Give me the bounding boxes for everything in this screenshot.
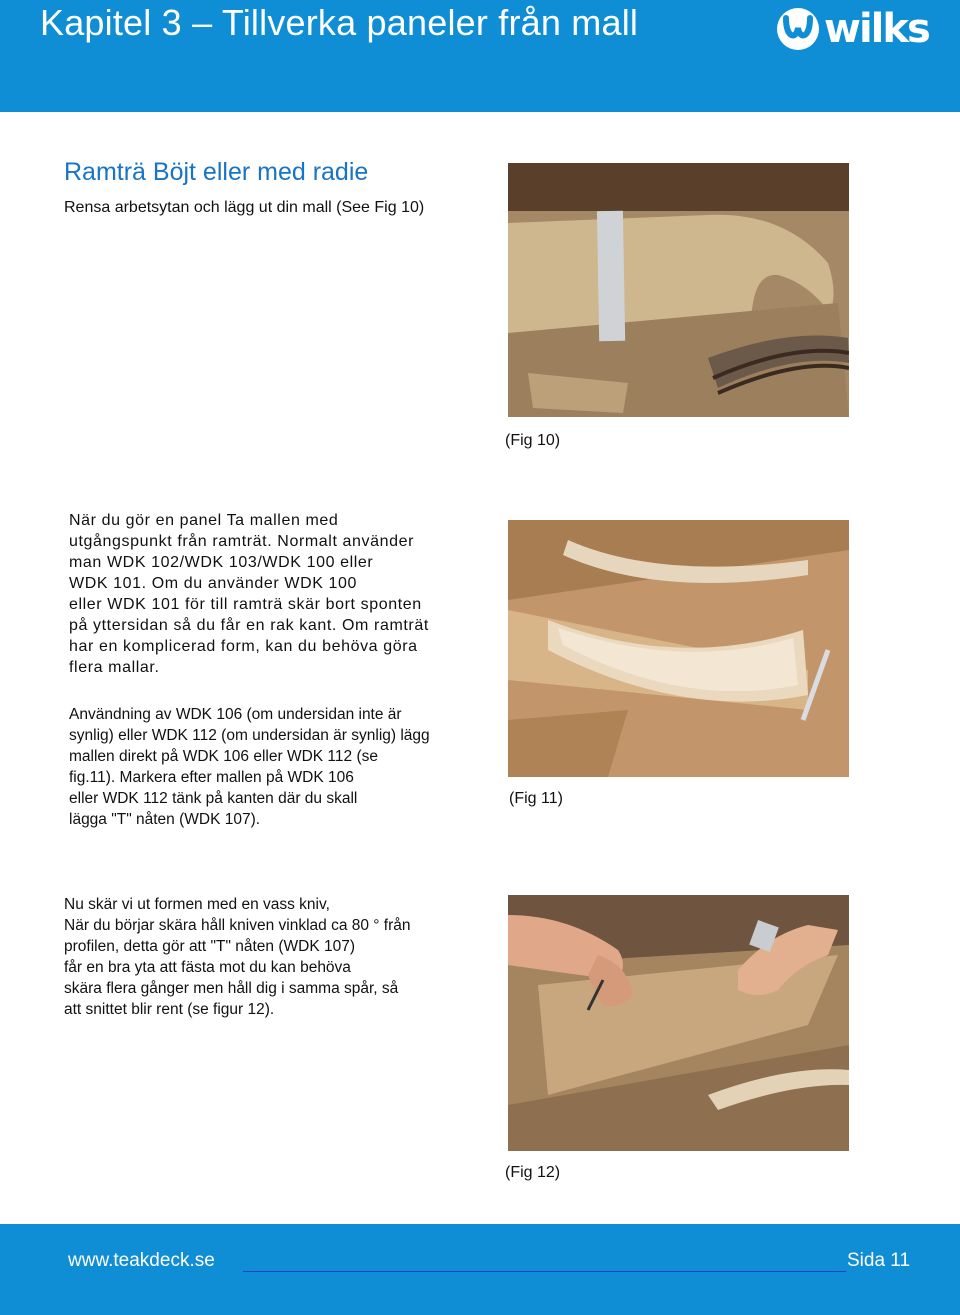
paragraph-line: man WDK 102/WDK 103/WDK 100 eller [69,554,374,571]
paragraph-line: När du börjar skära håll kniven vinklad ca 80 ° från [64,917,411,934]
page-title: Kapitel 3 – Tillverka paneler från mall [40,2,639,43]
footer-underline [243,1271,846,1272]
footer-website-link[interactable]: www.teakdeck.se [68,1250,215,1271]
hands-cutting-image [508,895,849,1151]
paragraph-line: får en bra yta att fästa mot du kan behöva [64,959,351,976]
paragraph-template-intro [69,510,429,678]
intro-text: Rensa arbetsytan och lägg ut din mall (See Fig 10) [64,199,425,216]
paragraph-line: eller WDK 112 tänk på kanten där du skall [69,790,358,807]
curved-templates-image [508,520,849,777]
fig10-photo [508,163,849,417]
paragraph-line: Nu skär vi ut formen med en vass kniv, [64,896,330,913]
fig10-caption: (Fig 10) [505,432,561,449]
paragraph-line: mallen direkt på WDK 106 eller WDK 112 (se [69,748,378,765]
paragraph-line: Användning av WDK 106 (om undersidan inte är [69,706,402,723]
fig12-photo [508,895,849,1151]
paragraph-line: på yttersidan så du får en rak kant. Om ramträt [69,617,429,634]
paragraph-line: har en komplicerad form, kan du behöva göra [69,638,418,655]
fig11-photo [508,520,849,777]
paragraph-line: skära flera gånger men håll dig i samma spår, så [64,980,399,997]
fig11-caption: (Fig 11) [509,790,563,807]
paragraph-line: flera mallar. [69,659,160,676]
paragraph-line: När du gör en panel Ta mallen med [69,512,339,529]
template-on-board-image [508,163,849,417]
paragraph-line: lägga "T" nåten (WDK 107). [69,811,261,828]
paragraph-line: utgångspunkt från ramträt. Normalt använder [69,533,415,550]
paragraph-line: synlig) eller WDK 112 (om undersidan är synlig) lägg [69,727,430,744]
paragraph-line: att snittet blir rent (se figur 12). [64,1001,275,1018]
logo-text: wilks [824,6,929,52]
paragraph-line: eller WDK 101 för till ramträ skär bort sponten [69,596,422,613]
paragraph-line: WDK 101. Om du använder WDK 100 [69,575,358,592]
paragraph-line: fig.11). Markera efter mallen på WDK 106 [69,769,354,786]
fig12-caption: (Fig 12) [505,1164,561,1181]
paragraph-line: profilen, detta gör att "T" nåten (WDK 107) [64,938,356,955]
paragraph-cutting [64,894,411,1020]
wilks-logo [776,4,929,54]
logo-mark-icon [776,4,824,54]
paragraph-marking [69,704,430,830]
footer-page-number: Sida 11 [847,1250,911,1271]
section-title: Ramträ Böjt eller med radie [64,158,369,186]
